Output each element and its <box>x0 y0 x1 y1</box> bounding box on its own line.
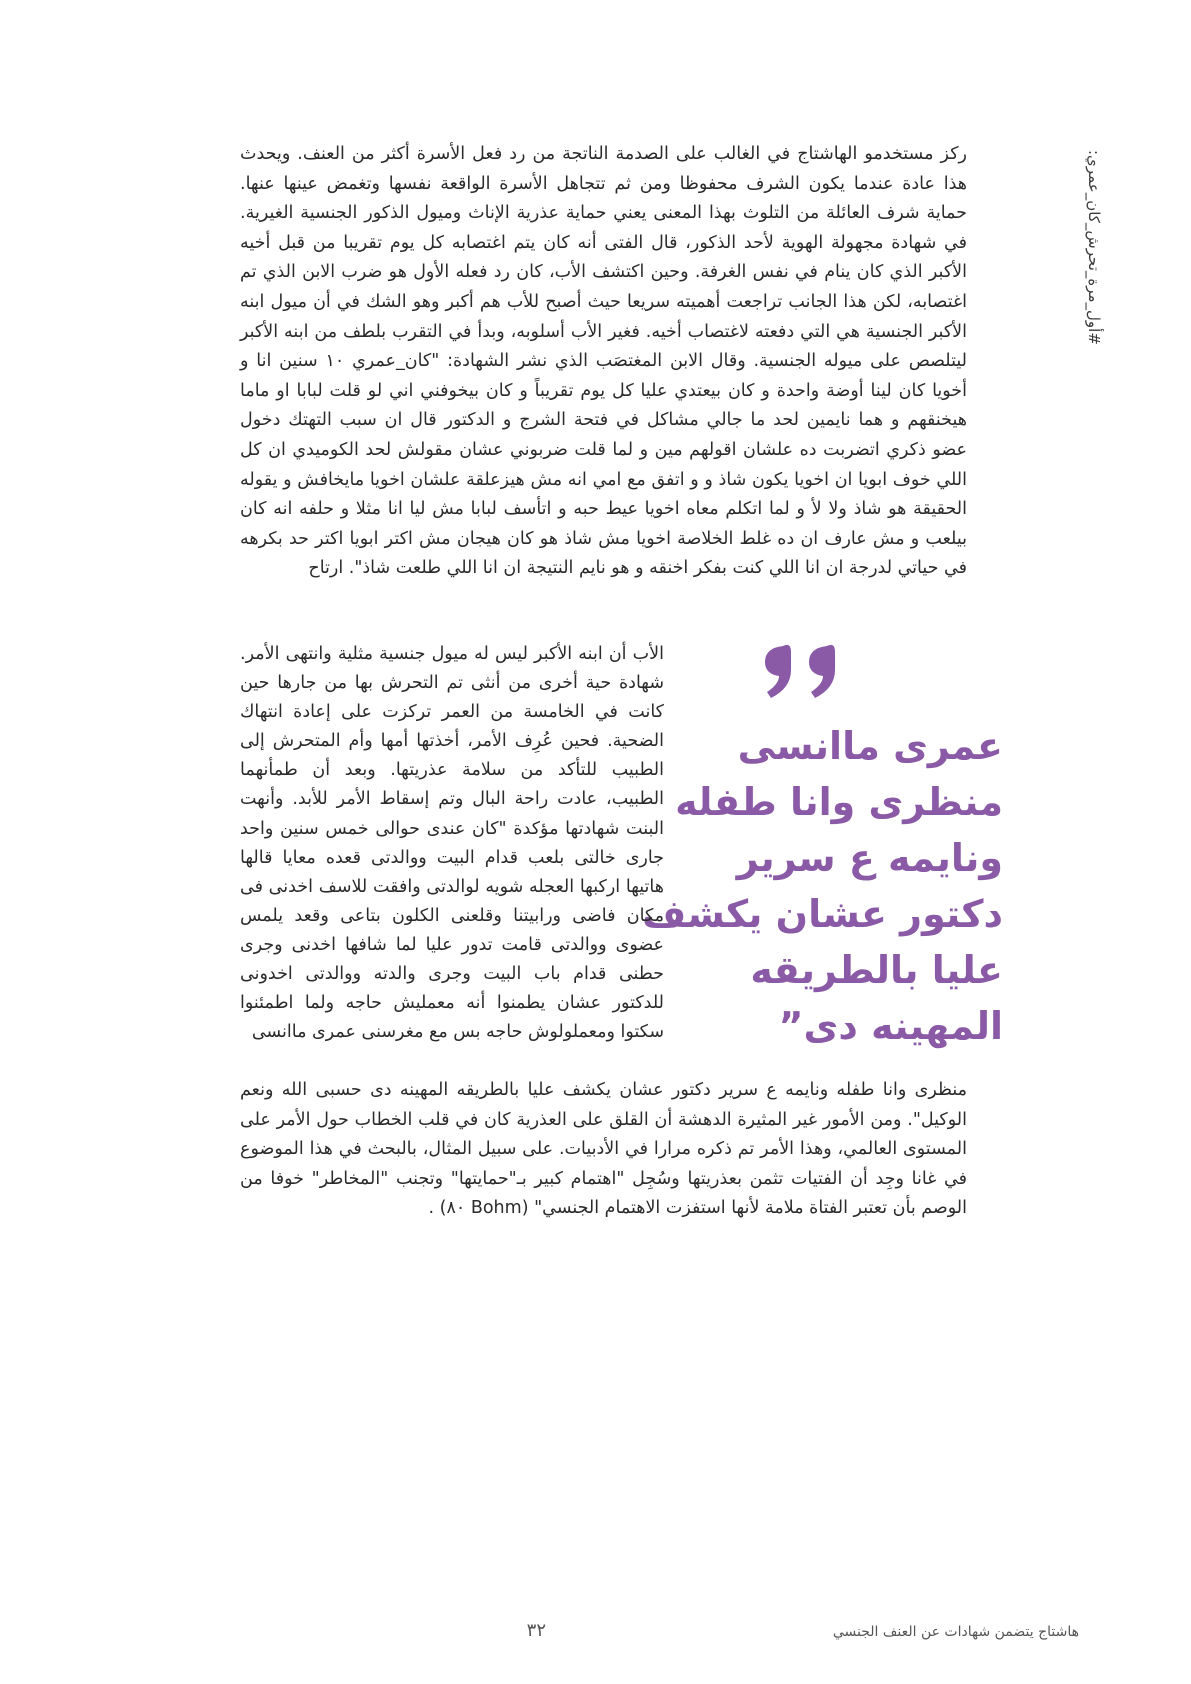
paragraph-text: الأب أن ابنه الأكبر ليس له ميول جنسية مثلية وانتهى الأمر. شهادة حية أخرى من أنثى تم التحرش بها من جارها حين كانت في الخامسة من العمر تركزت على إعادة انتهاك الضحية. فحين عُرِف الأمر، أخذتها أمها وأم المتحرش إلى الطبيب للتأكد من سلامة عذريتها. وبعد أن طمأنهما الطبيب، عادت راحة البال وتم إسقاط الأمر للأبد. وأنهت البنت شهادتها مؤكدة "كان عندى حوالى خمس سنين واحد جارى خالتى بلعب قدام البيت ووالدتى قعده معايا قالها هاتيها اركبها العجله شويه لوالدتى وافقت للاسف اخدنى فى مكان فاضى ورابيتنا وقلعنى الكلون بتاعى وقعد يلمس عضوى ووالدتى قامت تدور عليا لما شافها اخدنى وجرى حطنى قدام باب البيت وجرى والدته ووالدتى اخدونى للدكتور عشان يطمنوا أنه معمليش حاجه ولما اطمئنوا سكتوا ومعملولوش حاجه بس مع مغرسنى عمرى ماانسى <box>240 644 664 1043</box>
footer-title: هاشتاج يتضمن شهادات عن العنف الجنسي <box>832 1624 1079 1640</box>
page-number: ٣٢ <box>526 1620 546 1641</box>
pull-quote <box>632 640 1003 1076</box>
split-section <box>240 640 1003 1076</box>
pull-quote-text: عمرى ماانسى منظرى وانا طفله ونايمه ع سرير دكتور عشان يكشف عليا بالطريقه المهينه دى” <box>642 724 1003 1048</box>
body-paragraph-top <box>240 140 967 584</box>
paragraph-text: منظرى وانا طفله ونايمه ع سرير دكتور عشان يكشف عليا بالطريقه المهينه دى حسبى الله ونعم الوكيل". ومن الأمور غير المثيرة الدهشة أن القلق على العذرية كان في قلب الخطاب حول الأمر على المستوى العالمي، وهذا الأمر تم ذكره مرارا في الأدبيات. على سبيل المثال، بالبحث في هذا الموضوع في غانا وجِد أن الفتيات تثمن بعذريتها وسُجِل "اهتمام كبير بـ"حمايتها" وتجنب "المخاطر" خوفا من الوصم بأن تعتبر الفتاة ملامة لأنها استفزت الاهتمام الجنسي" (Bohm ٨٠) . <box>240 1080 967 1219</box>
side-hashtag: #أول_مرة_تحرش_كان_عمري: <box>1085 150 1103 345</box>
quote-mark-icon <box>763 640 855 700</box>
body-paragraph-bottom <box>240 1076 967 1224</box>
page-footer <box>60 1620 1131 1648</box>
paragraph-text: ركز مستخدمو الهاشتاج في الغالب على الصدمة الناتجة من رد فعل الأسرة أكثر من العنف. ويحدث هذا عادة عندما يكون الشرف محفوظا ومن ثم تتجاهل الأسرة الواقعة نفسها وتغمض عينها عنها. حماية شرف العائلة من التلوث بهذا المعنى يعني حماية عذرية الإناث وميول الذكور الجنسية الغيرية. في شهادة مجهولة الهوية لأحد الذكور، قال الفتى أنه كان يتم اغتصابه كل يوم تقريبا من قبل أخيه الأكبر الذي كان ينام في نفس الغرفة. وحين اكتشف الأب، كان رد فعله الأول هو ضرب الابن الذي تم اغتصابه، لكن هذا الجانب تراجعت أهميته سريعا حيث أصبح للأب هم أكبر وهو الشك في أن ميول ابنه الأكبر الجنسية هي التي دفعته لاغتصاب أخيه. فغير الأب أسلوبه، وبدأ في التقرب بلطف من ابنه الأكبر ليتلصص على ميوله الجنسية. وقال الابن المغتصَب الذي نشر الشهادة: "كان_عمري ١٠ سنين انا و أخويا كان لينا أوضة واحدة و كان بيعتدي عليا كل يوم تقريباً و كان بيخوفني اني لو قلت لبابا او ماما هيخنقهم و هما نايمين لحد ما جالي مشاكل في فتحة الشرج و الدكتور قال ان سبب التهتك دخول عضو ذكري اتضربت ده علشان اقولهم مين و لما قلت ضربوني عشان مقولش لحد الكوميدي ان كل اللي خوف ابويا ان اخويا يكون شاذ و و اتفق مع امي انه مش هيزعلقة علشان اخويا مايخافش و يقوله الحقيقة هو شاذ ولا لأ و لما اتكلم معاه اخويا عيط حبه و اتأسف لبابا مش ليا انا مثلا و حلفه انه كان بيلعب و مش عارف ان ده غلط الخلاصة اخويا مش شاذ هو كان هيجان مش اكتر ابويا اكتر حد بكرهه في حياتي لدرجة ان انا اللي كنت بفكر اخنقه و هو نايم النتيجة ان انا اللي طلعت شاذ". ارتاح <box>240 144 967 579</box>
body-paragraph-split <box>240 640 664 1047</box>
